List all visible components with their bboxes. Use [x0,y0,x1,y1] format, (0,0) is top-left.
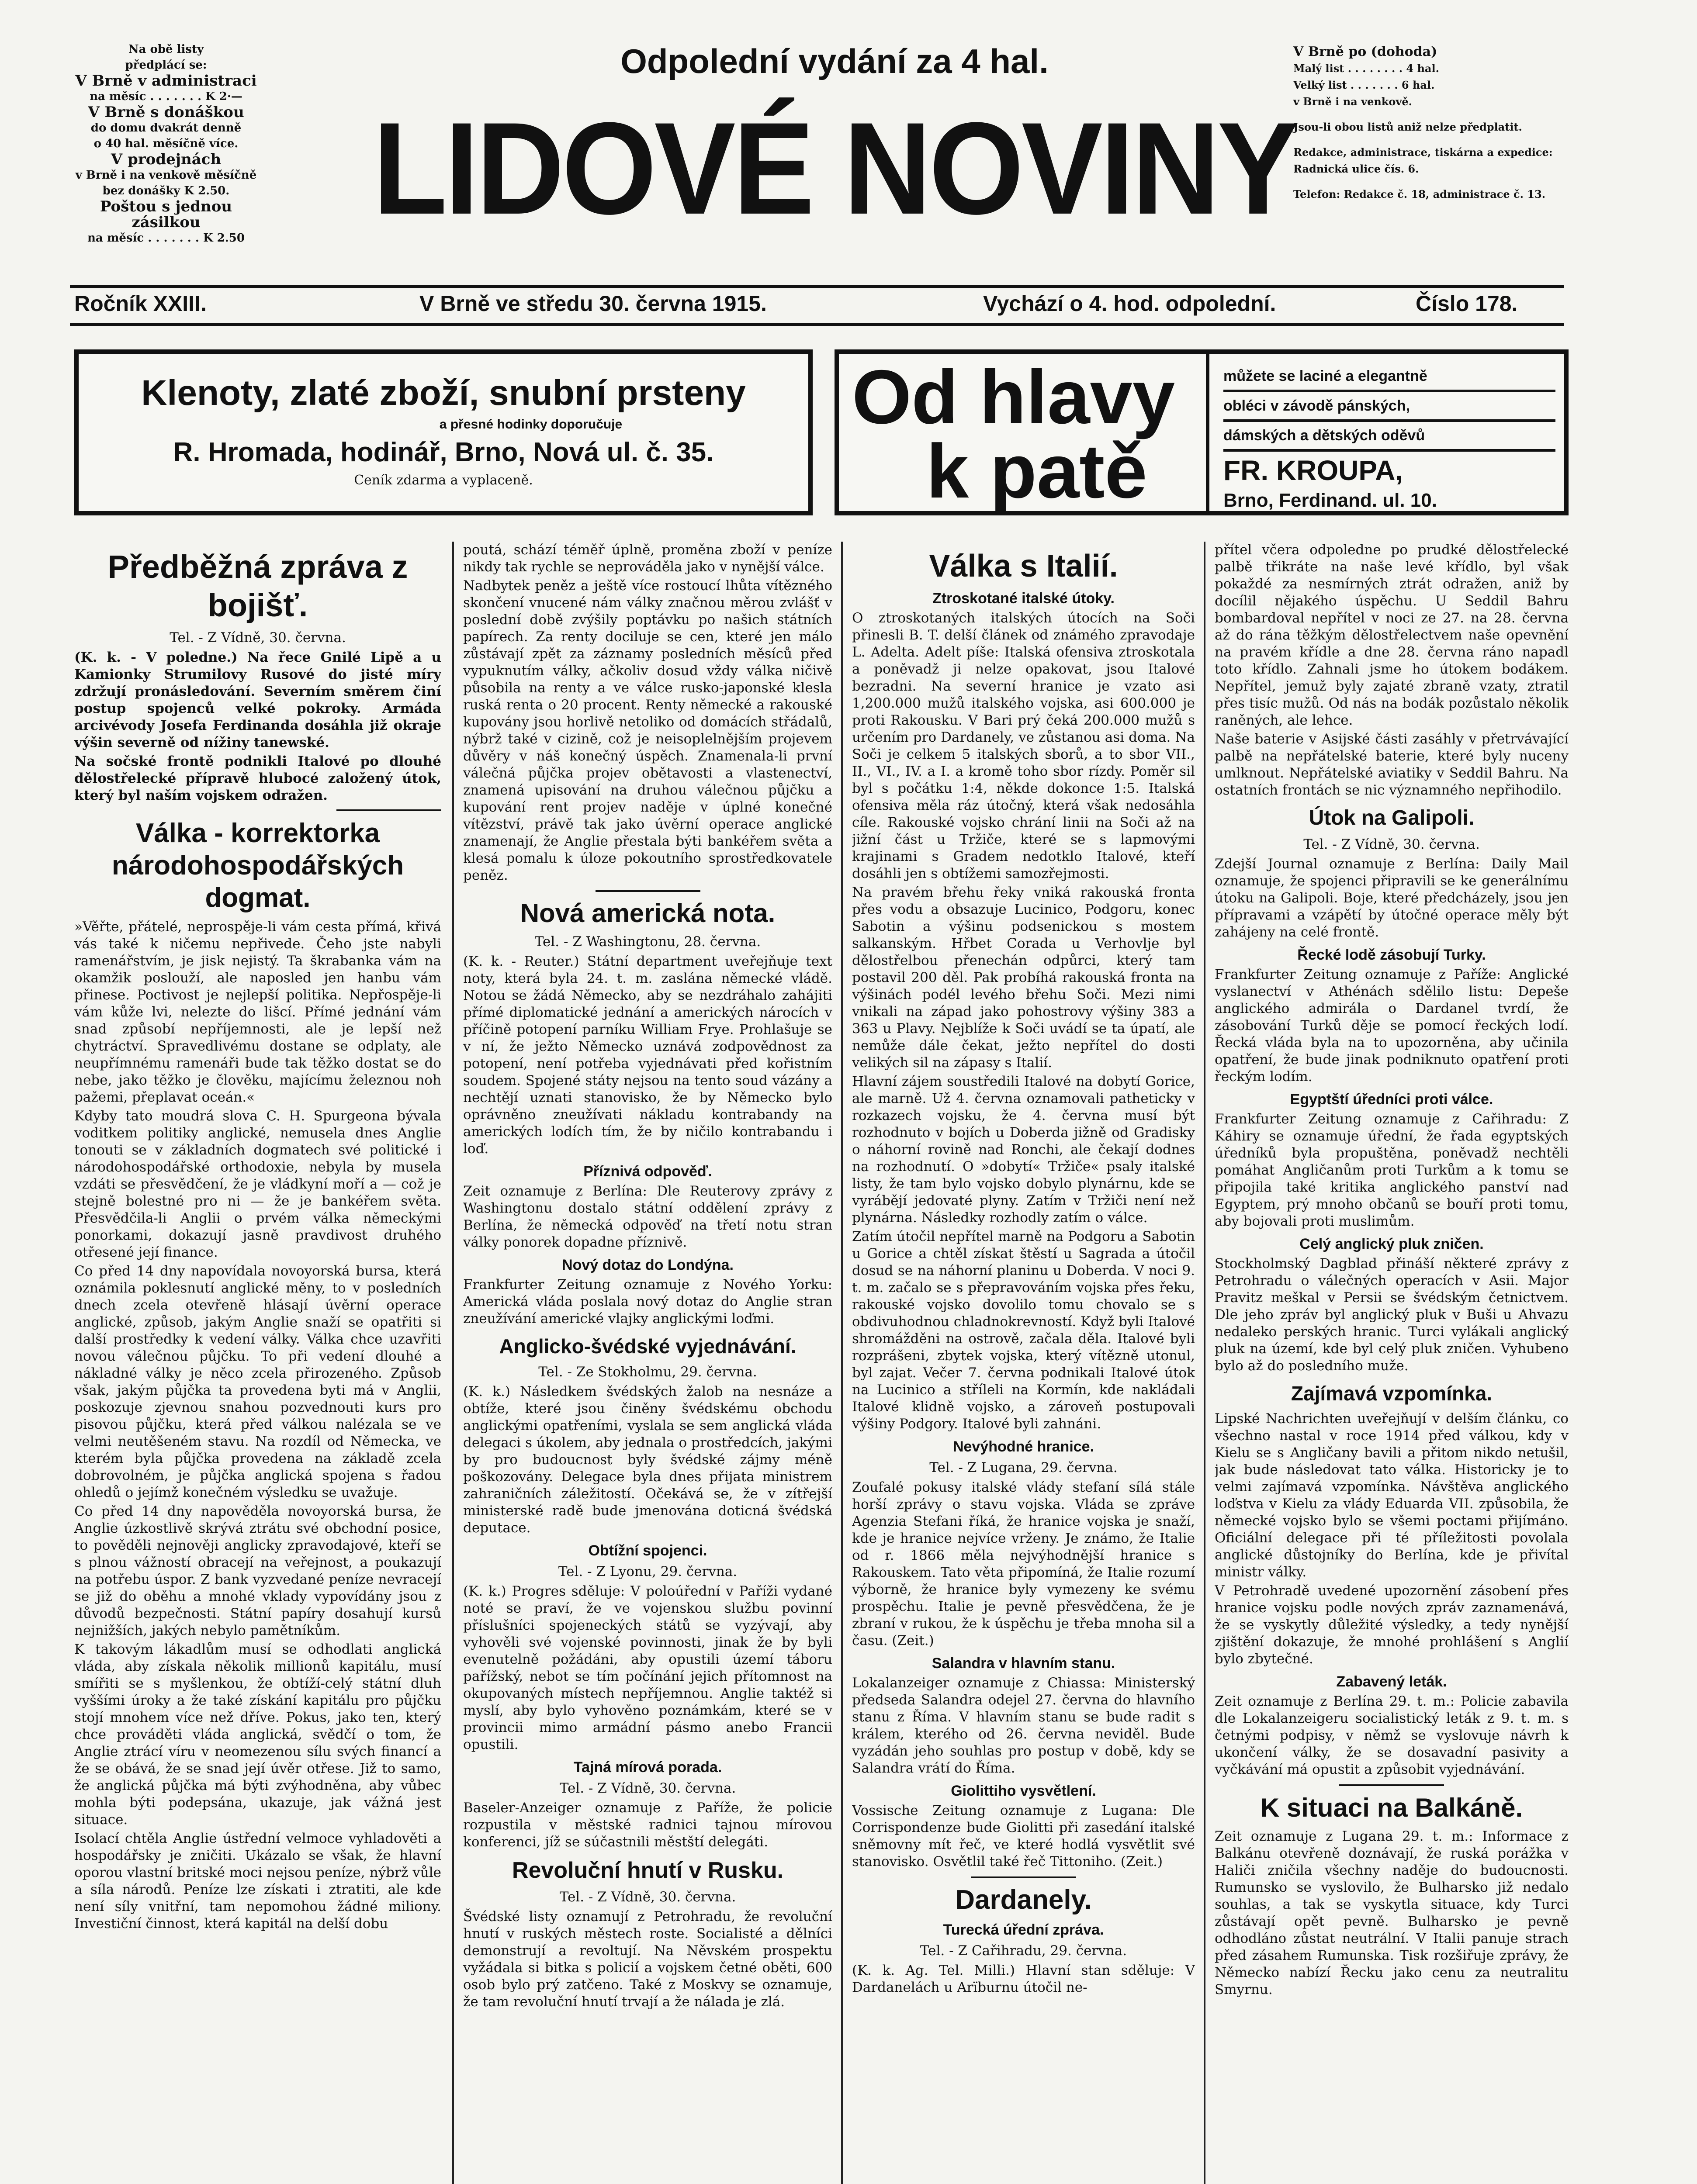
issue-strip [74,290,1560,317]
separator [596,890,700,892]
ad-line: obléci v závodě pánských, [1223,392,1555,422]
ad-address: Brno, Ferdinand. ul. 10. [1223,490,1437,511]
column-2 [463,542,832,2184]
info-line: Redakce, administrace, tiskárna a expedice: [1293,146,1553,159]
dateline: Tel. - Z Lugana, 29. června. [929,1460,1118,1476]
ad-subline: a přesné hodinky doporučuje [439,417,623,432]
article-paragraph: poutá, schází téměř úplně, proměna zboží v peníze nikdy tak rychle se neprováděla jako v nynější válce. [463,542,832,575]
ad-big-line-1: Od hlavy [852,355,1175,440]
subheading: Příznivá odpověď. [583,1163,712,1180]
article-headline: Anglicko-švédské vyjednávání. [499,1335,797,1358]
jewelry-advertisement [74,349,813,515]
sub-line: V Brně s donáškou [88,104,244,121]
ad-note: Ceník zdarma a vyplaceně. [354,473,533,488]
ad-headline: Klenoty, zlaté zboží, snubní prsteny [141,373,746,413]
article-paragraph: Stockholmský Dagblad přináší některé zprávy z Petrohradu o válečných operacích v Asii. Major Pravitz meškal v Persii se švédským četnictvem. Dle jeho zpráv byl anglický pluk v Buši u Ahvazu nedaleko perských hranic. Turci vylákali anglický pluk na území, kde byl celý pluk zničen. Vyhubeno bylo až do posledního muže. [1215,1256,1569,1374]
subheading: Tajná mírová porada. [573,1759,722,1776]
article-headline: Válka - korrektorka národohospodářských dogmat. [111,818,404,913]
article-paragraph: (K. k. - V poledne.) Na řece Gnilé Lipě a u Kamionky Strumilovy Rusové do jisté míry zdržují pronásledování. Severním směrem činí postup spojenců velké pokroky. Armáda arcivévody Josefa Ferdinanda dosáhla již okraje výšin severně od nížiny tanewské. [74,650,441,750]
column-3 [852,542,1195,2184]
sub-line: Poštou s jednou zásilkou [100,198,232,231]
article-paragraph: Zatím útočil nepřítel marně na Podgoru a Sabotin u Gorice a chtěl získat štěstí u Sagrada a útočil dosud se na náhorní planinu u Doberda. V noci 9. t. m. začalo se s přepravováním vojska přes řeku, rakouské vojsko dovolilo tomu chovalo se s obdivuhodnou chladnokrevností. Když byli Italové shromážděni na ostrově, začala děla. Italové byli rozprášeni, zbytek vojska, který vítězně utonul, byl zajat. Večer 7. června podnikali Italové útok na Lucinico a stříleli na Kormín, kde nakládali Italové klidně vojsko, a zároveň postupovali výšiny Podgory. Italové byli zahnáni. [852,1229,1195,1432]
dateline: Tel. - Z Washingtonu, 28. června. [534,934,761,950]
dateline: Tel. - Z Vídně, 30. června. [170,630,346,646]
article-paragraph: V Petrohradě uvedené upozornění zásobení přes hranice vojsku podle nových zpráv zaznamenává, že se vyskytly důležité výsledky, a tedy nynější zjištění dokazuje, že mnohé prohlášení s Anglií bylo zbytečné. [1215,1583,1569,1667]
article-headline: Zajímavá vzpomínka. [1291,1382,1493,1405]
dateline: Tel. - Z Vídně, 30. června. [559,1889,736,1905]
article-paragraph: Zeit oznamuje z Berlína: Dle Reuterovy zprávy z Washingtonu dostalo státní oddělení zprávy z Berlína, že německá odpověď na třetí notu stran války ponorek dopadne příznivě. [463,1183,832,1250]
subheading: Řecké lodě zásobují Turky. [1297,947,1486,963]
subscription-info-left [74,41,258,246]
ad-firm: R. Hromada, hodinář, Brno, Nová ul. č. 35. [173,437,714,467]
ad-firm: FR. KROUPA, [1223,455,1403,486]
subheading: Zabavený leták. [1336,1673,1447,1690]
subheading: Turecká úřední zpráva. [943,1921,1104,1938]
article-headline: Útok na Galipoli. [1309,806,1475,829]
dateline: Tel. - Z Vídně, 30. června. [559,1780,736,1796]
column-rule [1204,542,1205,2184]
column-rule [452,542,454,2184]
info-line: Telefon: Redakce č. 18, administrace č. 13. [1293,188,1546,200]
masthead [0,0,1697,316]
clothing-advertisement [835,349,1569,515]
article-paragraph: Isolací chtěla Anglie ústřední velmoce vyhladověti a hospodářsky je zničiti. Ukázalo se však, že hlavní oporou vlastní britské moci nejsou peníze, nýbrž vůle a síla národů. Peníze lze získati i ztratiti, ale kde není síly vnitřní, tam nepomohou žádné miliony. Investiční činnost, která kapitál na delší dobu [74,1831,441,1932]
dateline: Tel. - Ze Stokholmu, 29. června. [538,1364,757,1380]
column-4 [1215,542,1569,2184]
article-paragraph: Vossische Zeitung oznamuje z Lugana: Dle Corrispondenze bude Giolitti při zasedání italské sněmovny mít řeč, ve které hodlá vysvětlit své stanovisko. Osvětlil také řeč Tittoniho. (Zeit.) [852,1803,1195,1870]
article-paragraph: Hlavní zájem soustředili Italové na dobytí Gorice, ale marně. Už 4. června oznamovali patheticky v rozkazech vojsku, že 4. června musí být rozhodnuto v bojích u Doberda jižně od Gradisky o náhorní rovině nad Ronchi, ale čekají dodnes na rozhodnutí. O »dobytí« Tržiče« psaly italské listy, že tam bylo vojsko dobylo plynárnu, kde se vyrábějí jedovaté plyny. Zatím v Tržiči není než plynárna. Následky rozhodly zatím o válce. [852,1074,1195,1226]
sub-line: v Brně i na venkově měsíčně [75,169,257,182]
article-headline: Revoluční hnutí v Rusku. [512,1858,784,1883]
subheading: Obtížní spojenci. [588,1542,707,1559]
article-paragraph: Lipské Nachrichten uveřejňují v delším článku, co všechno nastal v roce 1914 před válkou, kdy v Kielu se s Angličany bavili a přitom nikdo netušil, jak bude následovat tato válka. Historicky je to velmi zajímavá vzpomínka. Návštěva anglického loďstva v Kielu za vlády Eduarda VII. způsobila, že německé vojsko bylo se všemi poctami přijímáno. Oficiální delegace při té příležitosti povolala anglické důstojníky do Berlína, kde je přivítal ministr války. [1215,1411,1569,1580]
article-paragraph: přítel včera odpoledne po prudké dělostřelecké palbě třikráte na naše levé křídlo, byl však pokaždé za nesmírných ztrát odražen, aniž by docílil nějakého úspěchu. U Seddil Bahru bombardoval nepřítel v noci ze 27. na 28. června až do rána těžkým dělostřelectvem naše opevnění na pravém křídle a dne 28. června ráno napadl toto křídlo. Zahnali jsme ho útokem bodákem. Nepřítel, jemuž byly zajaté zbraně vzaty, ztratil přes tisíc mužů. Od nás na bodák pozůstalo několik raněných, ale lehce. [1215,542,1569,728]
article-paragraph: Zdejší Journal oznamuje z Berlína: Daily Mail oznamuje, že spojenci připravili se ke generálnímu útoku na Galipoli. Boje, které předcházely, jsou jen přípravami a vzápětí by útočné operace měly být zahájeny na celé frontě. [1215,856,1569,940]
sub-line: na měsíc . . . . . . . K 2·— [90,90,242,103]
article-headline: Dardanely. [955,1885,1092,1915]
article-paragraph: Nadbytek peněz a ještě více rostoucí lhůta vítězného skončení vnucené nám války značnou měrou zvlášť v poslední době zvýšily poptávku po našich státních papírech. Za renty dociluje se cen, které jen málo zůstávají zpět za záznamy posledních měsíců před vypuknutím války, ačkoliv dosud vždy válka ničivě působila na renty a ve válce rusko-japonské klesla ruská renta o 20 procent. Renty německé a rakouské kupovány jsou horlivě netoliko od domácích střádalů, nýbrž také v cizině, což je neisoplelnějším projevem důvěry v náš konečný úspěch. Znamenala-li první válečná půjčka projev obětavosti a vlastenectví, znamená upisování na druhou válečnou půjčku a kupování rent projev naděje v úplné konečné vítězství, právě tak jako úvěrní operace anglické znamenají, že Anglie přestala býti bankéřem světa a klesá pomalu k úloze pokoutního sprostředkovatele peněz. [463,578,832,883]
subheading: Ztroskotané italské útoky. [932,590,1115,607]
sub-line: do domu dvakrát denně [90,121,242,135]
article-paragraph: Zeit oznamuje z Lugana 29. t. m.: Informace z Balkánu otevřeně doznávají, že ruská porážka v Haliči zničila všechny naděje do budoucnosti. Rumunsko se vyslovilo, že Bulharsko již nedalo souhlas, a tak se vyskytla situace, kdy Turci zůstávají opět pevně. Bulharsko je pevně odhodláno zůstat neutrální. V Italii panuje strach před zásahem Rumunska. Tisk rozšiřuje zprávy, že Německo nabízí Řecku jako cenu za neutralitu Smyrnu. [1215,1828,1569,1997]
article-headline: Nová americká nota. [520,898,776,928]
ad-divider [1206,354,1209,511]
sub-line: na měsíc . . . . . . . K 2.50 [87,232,245,245]
subheading: Celý anglický pluk zničen. [1299,1236,1484,1252]
newspaper-title: LIDOVÉ NOVINY [373,95,1296,242]
sub-line: V prodejnách [111,151,222,168]
article-paragraph: (K. k.) Následkem švédských žalob na nesnáze a obtíže, které jsou činěny švédskému obchodu anglickými opatřeními, vyslala se sem anglická vláda delegaci s úkolem, aby jednala o prostředcích, jakými by pro budoucnost byly švédské zájmy méně poškozovány. Delegace byla dnes přijata ministrem zahraničních záležitostí. Očekává se, že v zítřejší ministerské radě bude jmenována doticná švédská deputace. [463,1384,832,1536]
column-rule [841,542,843,2184]
article-paragraph: Lokalanzeiger oznamuje z Chiassa: Ministerský předseda Salandra odejel 27. června do hlavního stanu z Říma. V hlavním stanu se bude radit s králem, kterého od 26. června neviděl. Bude vyzádán jeho souhlas pro postup v době, kdy se Salandra vrátí do Říma. [852,1675,1195,1776]
sub-line: Na obě listy [128,43,204,56]
dateline: Tel. - Z Vídně, 30. června. [1303,836,1480,852]
article-paragraph: (K. k.) Progres sděluje: V poloúřední v Paříži vydané noté se praví, že ve vojenskou službu povinní příslušníci spojeneckých států se vyzývají, aby vyhověli své vojenské povinnosti, jinak že by byli evenutelně požádáni, aby opustili území táboru pařížský, nebot se tím počínání jejich přítomnost na okupovaných místech nepříjemnou. Anglie taktéž si myslí, aby bylo vyhověno poznámkám, které se v provincii mimo armádní pásmo anebo Francii opustili. [463,1583,832,1752]
sub-line: V Brně v administraci [75,72,257,90]
info-line: V Brně po (dohoda) [1293,44,1437,59]
subheading: Egyptští úředníci proti válce. [1290,1091,1493,1108]
column-1 [74,542,441,2184]
article-paragraph: Co před 14 dny napověděla novoyorská bursa, že Anglie úzkostlivě skrývá ztrátu své obchodní posice, to pověděli nejnověji anglicky zpravodajové, kteří se s plnou vážností obracejí na veřejnost, a poukazují na potřebu úspor. Z bank vyzvedané peníze nevracejí se již do oběhu a mnohé vklady vypovídány jsou z důvodů bezpečnosti. Státní papíry dosahují kursů nejnižších, jakých nebylo pamětníkům. [74,1503,441,1638]
ad-lines [1223,363,1555,512]
article-paragraph: (K. k. - Reuter.) Státní department uveřejňuje text noty, která byla 24. t. m. zaslána německé vládě. Notou se žádá Německo, aby se nezdráhalo zahájiti přímé diplomatické jednání a amerických nárocích v příčině potopení parníku William Frye. Prohlašuje se v ní, že ježto Německo uznává zodpovědnost za potopení, není potřeba vyjednávati před kořistním soudem. Spojené státy nejsou na tento soud vázány a nechtějí uznati stanovisko, že by Německo bylo oprávněno zneužívati nákladu kontrabandy na amerických lodích tím, že by ničilo kontrabandu i loď. [463,954,832,1157]
article-paragraph: Frankfurter Zeitung oznamuje z Nového Yorku: Americká vláda poslala nový dotaz do Anglie stran zneužívání americké vlajky anglickými loďmi. [463,1277,832,1327]
article-paragraph: Naše baterie v Asijské části zasáhly v přetrvávající palbě na nepřátelské baterie, které byly nuceny umlknout. Nepřátelské aviatiky v Seddil Bahru. Na ostatních frontách se nic významného nepřihodilo. [1215,731,1569,798]
info-line: Radnická ulice čís. 6. [1293,162,1419,175]
dateline: Tel. - Z Lyonu, 29. června. [558,1564,738,1579]
ad-line: můžete se laciné a elegantně [1223,363,1555,392]
subheading: Giolittiho vysvětlení. [951,1783,1096,1799]
article-paragraph: Kdyby tato moudrá slova C. H. Spurgeona bývala voditkem politiky anglické, nemusela dnes Anglie tonouti se v základních dogmatech své politické i národohospodářské orthodoxie, nebyla by musela vzdáti se přesvědčení, že je vládkyní moří a — což je stejně bolestné pro ni — že je bankéřem světa. Přesvědčila-li Anglii o prvém válka německými ponorkami, dokazují jasně pravdivost druhého otřesené její finance. [74,1108,441,1260]
sub-line: předplácí se: [125,59,207,72]
edition-price: Odpolední vydání za 4 hal. [620,42,1049,80]
ad-line: dámských a dětských oděvů [1223,422,1555,452]
article-paragraph: Zeit oznamuje z Berlína 29. t. m.: Policie zabavila dle Lokalanzeigeru socialistický leták z 9. t. m. s četnými podpisy, v němž se vyslovuje návrh k ukončení války, že se dosavadní pasivity a vyčkávání má opustit a způsobit vyjednávání. [1215,1693,1569,1777]
article-paragraph: Zoufalé pokusy italské vlády stefaní sílá stále horší zprávy o stavu vojska. Vláda se zpráve Agenzia Stefani říká, že hranice vojska je snaží, kde je hranice nejvíce vrženy. Je známo, že Italie od r. 1866 měla nejvýhodnější hranice s Rakouskem. Tato věta připomíná, že Italie rozumí výborně, že hranice byly vymezeny ke svému prospěchu. Italie je pevně přesvědčena, že je zbraní v rukou, že k úspěchu je třeba mnoha sil a času. (Zeit.) [852,1479,1195,1648]
sub-line: o 40 hal. měsíčně více. [94,137,239,150]
article-headline: Předběžná zpráva z bojišť. [107,549,408,623]
article-paragraph: Frankfurter Zeitung oznamuje z Cařihradu: Z Káhiry se oznamuje úřední, že řada egyptských úředníků byla propuštěna, poněvadž nechtěli pomáhat Angličanům proti Turkům a k tomu se připojila také kritika anglického panství nad Egyptem, prý mnoho občanů se bouří proti tomu, aby bojovali proti muslimům. [1215,1111,1569,1229]
info-line: Jsou-li obou listů aniž nelze předplatit. [1293,121,1522,133]
issue-date: V Brně ve středu 30. června 1915. [419,291,767,316]
article-paragraph: O ztroskotaných italských útocích na Soči přinesli B. T. delší článek od známého zpravodaje L. Adelta. Adelt píše: Italská ofensiva ztroskotala a poněvadž ji nelze opakovat, jsou Italové bezradni. Na severní hranice je vzato asi 1,200.000 mužů italského vojska, asi 600.000 je proti Rakousku. V Bari prý čeká 200.000 mužů s určením pro Dardanely, ve zůstanou asi doma. Na Soči je celkem 5 italských sborů, a to sbor VII., II., VI., IV. a I. a kromě toho sbor rízdy. Poměr sil byl s počátku 1:4, někde dokonce 1:5. Italská ofensiva měla ráz útočný, která však nedosáhla cíle. Rakouské vojsko chrání linii na Soči až na jižní část u Tržiče, které se s lapmovými krajinami s Gradem nedotklo Italové, kteří dosáhli jen s obtížemi samozřejmosti. [852,610,1195,881]
info-right [1293,44,1599,203]
subheading: Nový dotaz do Londýna. [562,1257,734,1273]
masthead-rule-bottom [70,323,1564,326]
ad-big-line-2: k patě [926,429,1147,514]
masthead-rule-top [70,285,1564,288]
separator [971,1876,1076,1878]
article-paragraph: Na sočské frontě podnikli Italové po dlouhé dělostřelecké přípravě hlubocé založený útok, který byl naším vojskem odražen. [74,753,441,803]
article-paragraph: Co před 14 dny napovídala novoyorská bursa, která oznámila poklesnutí anglické měny, to v posledních dnech zcela otevřeně hlásají úvěrní operace anglické, způsob, jakým Anglie snaží se opatřiti si další prostředky k vedení války. Válka chce uzavřiti novou válečnou půjčku. To při vedení dlouhé a nákladné války je něco zcela přirozeného. Způsob však, jakým půjčka ta provedena byti má v Anglii, poskozuje zjevnou snahou pozvednouti kurs pro pisovou půjčku, která před válkou nalézala se ve velmi neutěšeném stavu. Na rozdíl od Německa, ve kterém byla půjčka provedena na základě zcela dobrovolném, je půjčka anglická spojena s řadou ohledů o jejímž konečném výsledku se uvažuje. [74,1263,441,1500]
separator [1339,1784,1444,1786]
issue-number: Číslo 178. [1416,291,1518,316]
article-paragraph: »Věřte, přátelé, neprospěje-li vám cesta přímá, křivá vás také k ničemu nepřivede. Čeho jste nabyli ramenářstvím, je jisk nejistý. Ta škrabanka vám na okamžik poslouží, ale naposled jen hanbu vám přinese. Poctivost je nejlepší politika. Nepřospěje-li vám kůže lvi, nelezte do lišcí. Přímé jednání vám snad způsobí nepříjemnosti, ale je lepší než chytráctví. Spravedlivému dostane se odplaty, ale neupřímnému ramenáři bude tak těžko dostat se do nebe, jako těžko je člověku, majícímu železnou noh pažemi, přeplavat oceán.« [74,919,441,1105]
article-paragraph: Švédské listy oznamují z Petrohradu, že revoluční hnutí v ruských městech roste. Socialisté a dělníci demonstrují a revoltují. Na Něvském prospektu vyžádala si bitka s policií a vojskem četné oběti, 600 osob bylo prý zatčeno. Také z Moskvy se oznamuje, že tam revoluční hnutí trvají a že nálada je zlá. [463,1909,832,2010]
issue-time: Vychází o 4. hod. odpolední. [983,291,1276,316]
article-paragraph: Frankfurter Zeitung oznamuje z Paříže: Anglické vyslanectví v Athénách sdělilo listu: Depeše anglického admirála o Dardanel tvrdí, že zásobování Turků děje se pomocí řeckých lodí. Řecká vláda byla na to upozorněna, aby učinila opatření, že bude jinak podniknuto opatření proti řeckým lodím. [1215,967,1569,1085]
article-paragraph: K takovým lákadlům musí se odhodlati anglická vláda, aby získala několik millionů kapitálu, musí smířiti se s myšlenkou, že obtíží-celý státní dluh vyššími úroky a že také získání kapitálu pro půjčku stojí mnohem více než dříve. Pokus, jako ten, který chce prováděti vláda anglická, svědčí o tom, že Anglie ztrácí víru v neomezenou sílu svých financí a že se obává, že se snad její úvěr otřese. Již to samo, že anglická půjčka má býti zvýhodněna, aby vůbec mohla býti podepsána, ukazuje, jak vážná jest situace. [74,1641,441,1828]
dateline: Tel. - Z Cařihradu, 29. června. [920,1943,1127,1959]
article-paragraph: Na pravém břehu řeky vniká rakouská fronta přes vodu a obsazuje Lucinico, Podgoru, konec Sabotin a výšinu podsenickou s mostem salkanským. Hřbet Corada u Verhovlje byl dělostřelbou přenechán odpůrci, který tam postavil 200 děl. Pak probíhá rakouská fronta na výšinách podél levého břehu Soči. Mezi nimi vnikali na západ jako pohostrovy výšiny 383 a 363 u Plavy. Nejblíže k Soči uvádí se ta úpatí, ale nemůže dále čekat, ježto nepřítel do dosti velikých sil na zápasy s Italií. [852,885,1195,1071]
sub-line: bez donášky K 2.50. [102,184,230,197]
article-headline: K situaci na Balkáně. [1260,1793,1523,1822]
subheading: Salandra v hlavním stanu. [932,1655,1115,1672]
info-line: Malý list . . . . . . . . 4 hal. [1293,62,1439,75]
subheading: Nevýhodné hranice. [952,1438,1094,1455]
article-paragraph: Baseler-Anzeiger oznamuje z Paříže, že policie rozpustila v městské radnici tajnou mírovou konferenci, jíž se súčastnili městští delegáti. [463,1800,832,1850]
article-paragraph: (K. k. Ag. Tel. Milli.) Hlavní stan sděluje: V Dardanelách u Arïburnu útočil ne- [852,1963,1195,1995]
article-headline: Válka s Italií. [929,549,1118,584]
info-line: v Brně i na venkově. [1293,95,1413,108]
volume: Ročník XXIII. [74,291,207,316]
info-line: Velký list . . . . . . . 6 hal. [1293,79,1435,91]
separator [336,809,441,811]
